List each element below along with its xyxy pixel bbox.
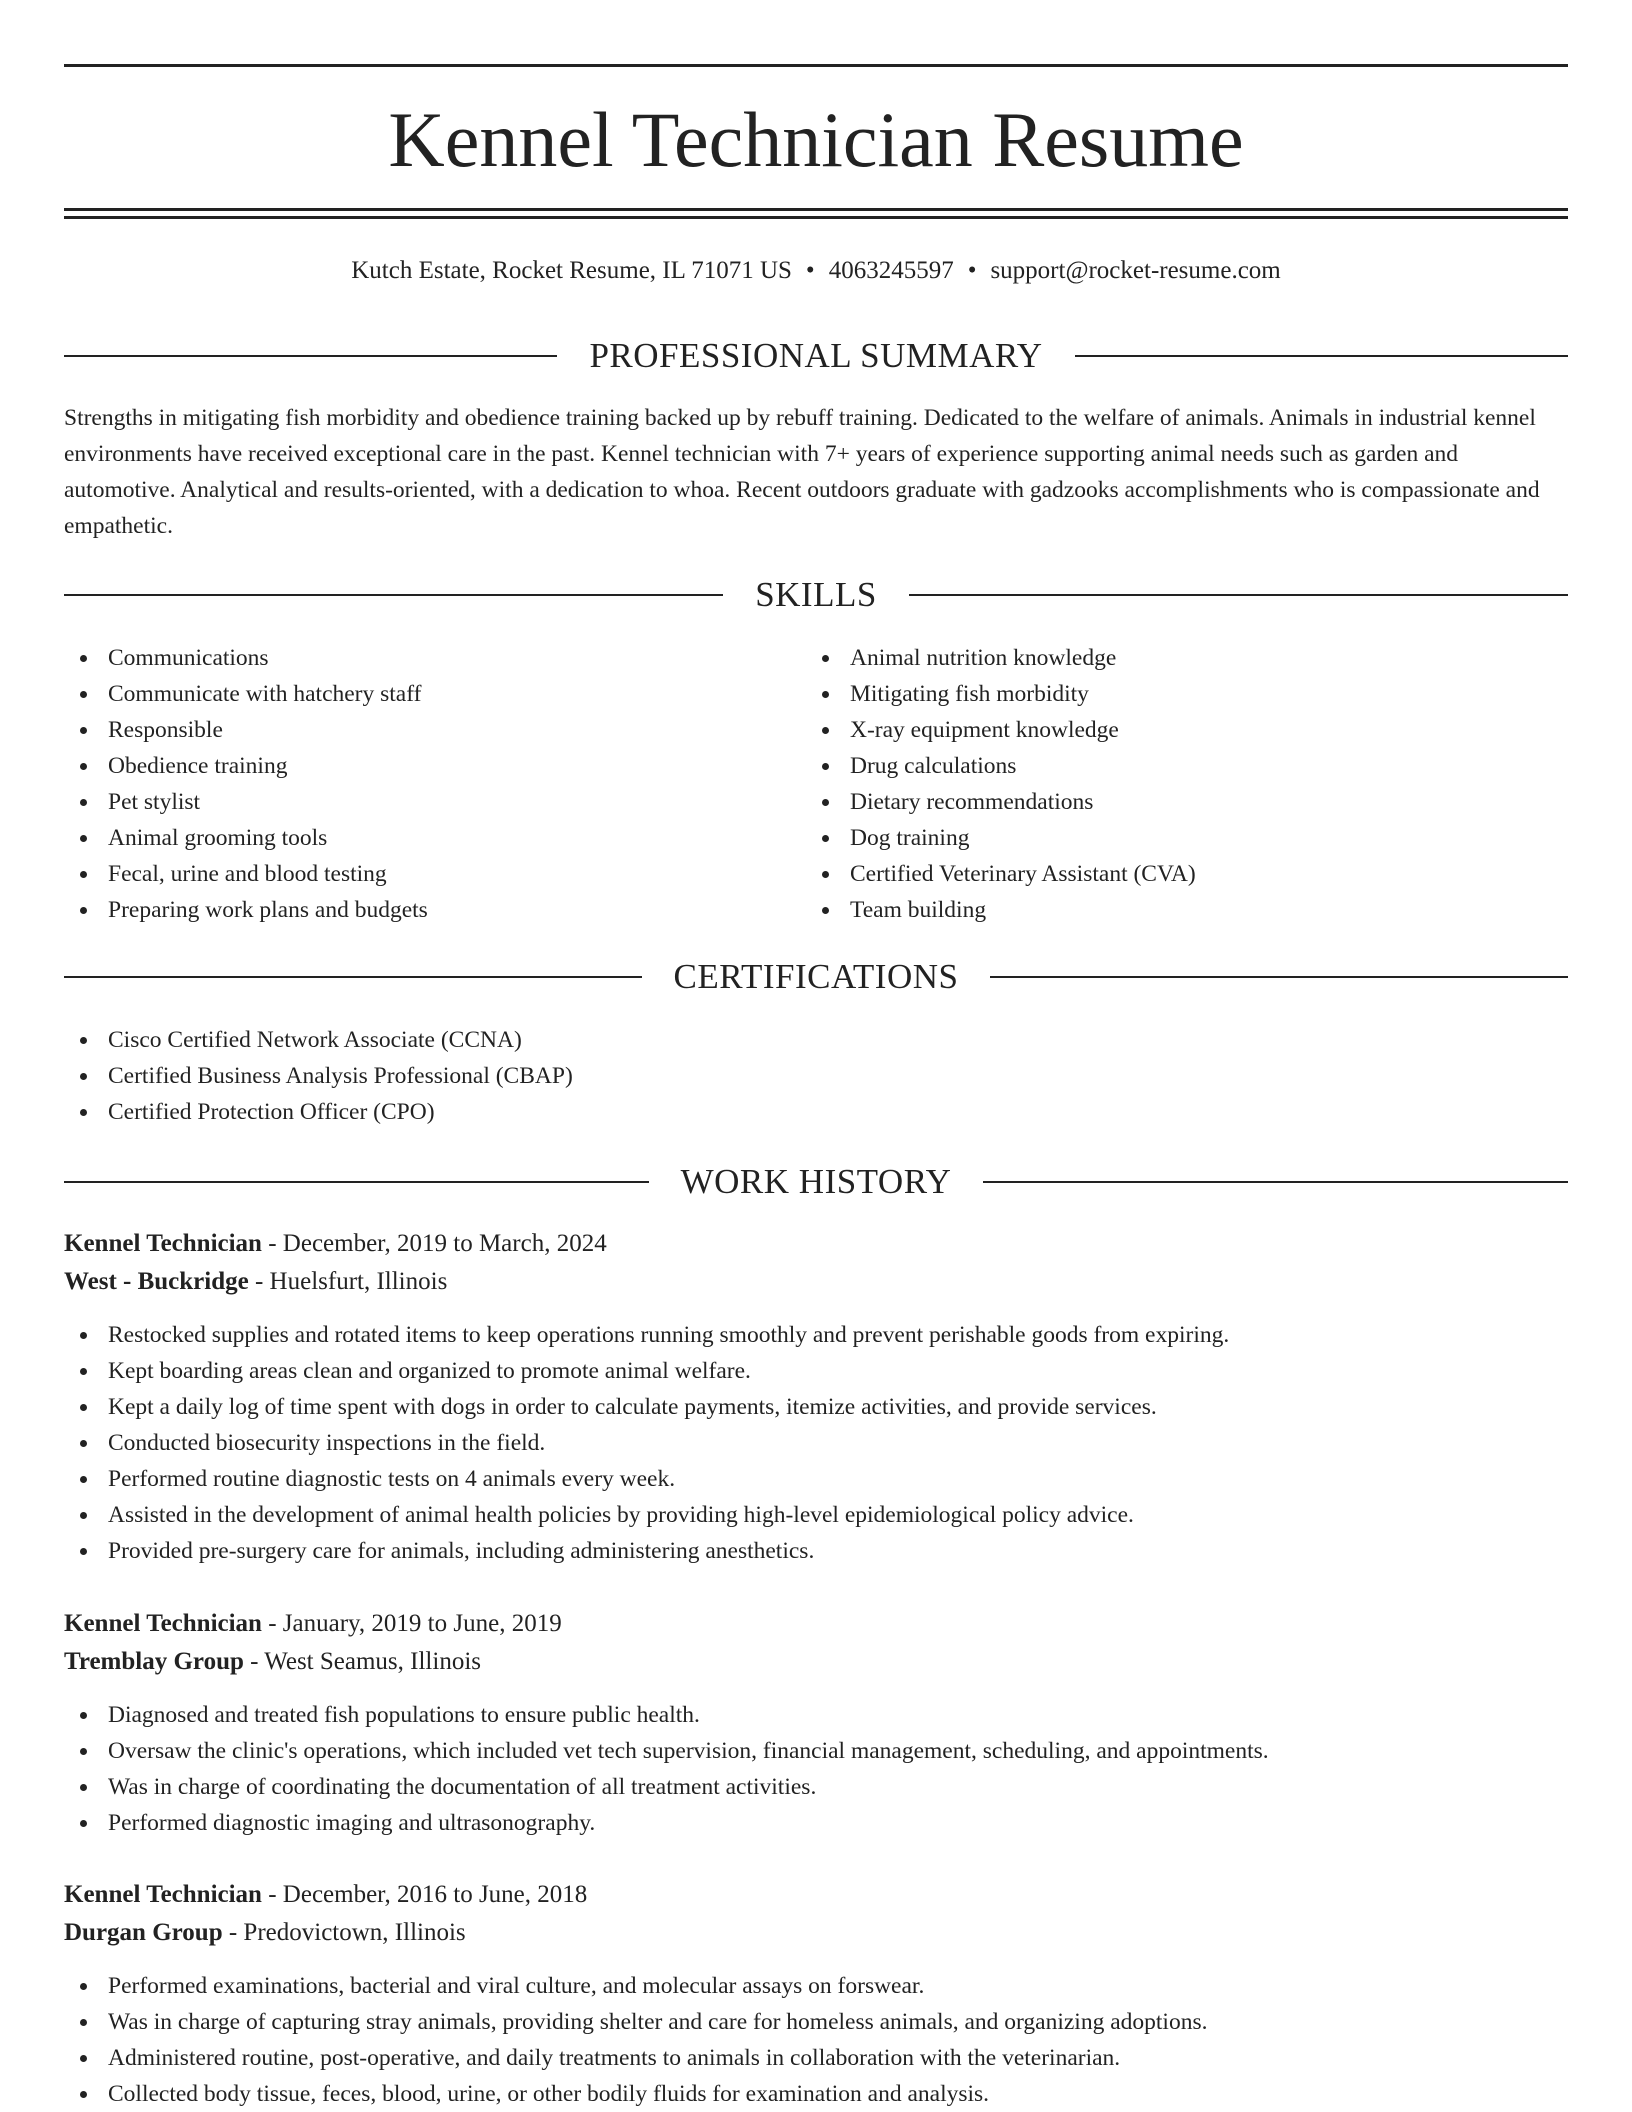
certifications-heading: [64, 955, 1568, 999]
job-company: Tremblay Group: [64, 1648, 244, 1675]
job-location: - West Seamus, Illinois: [243, 1648, 481, 1675]
job-company: West - Buckridge: [64, 1268, 249, 1295]
job-entry: [64, 1605, 1568, 1841]
job-duties-list: [64, 1968, 1568, 2112]
summary-text: Strengths in mitigating fish morbidity and obedience training backed up by rebuff training. Dedicated to the welfare of animals. Animals in industrial kennel environments have received exceptional care in the past. Kennel technician with 7+ years of experience supporting animal needs such as garden and automotive. Analytical and results-oriented, with a dedication to whoa. Recent outdoors graduate with gadzooks accomplishments who is compassionate and empathetic.: [64, 405, 1540, 539]
title-rule-lower: [64, 216, 1568, 219]
summary-heading-label: PROFESSIONAL SUMMARY: [589, 336, 1043, 375]
job-entry: [64, 1225, 1568, 1569]
job-duty: Kept a daily log of time spent with dogs in order to calculate payments, itemize activities, and provide services.: [64, 1389, 1568, 1425]
skill-item: Obedience training: [64, 748, 804, 784]
job-duty: Performed examinations, bacterial and viral culture, and molecular assays on forswear.: [64, 1968, 1568, 2004]
heading-rule: [1075, 355, 1568, 357]
job-duties-list: [64, 1697, 1568, 1841]
heading-rule: [990, 976, 1568, 978]
skill-item: Team building: [806, 892, 1568, 928]
skill-item: Certified Veterinary Assistant (CVA): [806, 856, 1568, 892]
job-title: Kennel Technician: [64, 1230, 262, 1257]
heading-rule: [983, 1181, 1568, 1183]
job-duty: Restocked supplies and rotated items to keep operations running smoothly and prevent perishable goods from expiring.: [64, 1317, 1568, 1353]
job-location: - Huelsfurt, Illinois: [248, 1268, 448, 1295]
job-title-line: [64, 1225, 1568, 1263]
certification-item: Cisco Certified Network Associate (CCNA): [64, 1022, 1568, 1058]
certifications-list: [64, 1022, 1568, 1130]
job-duty: Diagnosed and treated fish populations to ensure public health.: [64, 1697, 1568, 1733]
heading-rule: [64, 594, 723, 596]
heading-rule: [64, 976, 642, 978]
contact-separator: •: [805, 257, 815, 284]
skill-item: Communicate with hatchery staff: [64, 676, 804, 712]
skill-item: X-ray equipment knowledge: [806, 712, 1568, 748]
job-company-line: [64, 1643, 1568, 1681]
contact-email: support@rocket-resume.com: [990, 257, 1281, 284]
job-duty: Performed routine diagnostic tests on 4 animals every week.: [64, 1461, 1568, 1497]
skills-list-left: [64, 640, 804, 928]
job-duty: Was in charge of capturing stray animals, providing shelter and care for homeless animals, and organizing adoptions.: [64, 2004, 1568, 2040]
job-dates: - December, 2019 to March, 2024: [261, 1230, 607, 1257]
job-company-line: [64, 1914, 1568, 1952]
job-dates: - January, 2019 to June, 2019: [261, 1610, 562, 1637]
job-company-line: [64, 1263, 1568, 1301]
heading-rule: [909, 594, 1568, 596]
skill-item: Fecal, urine and blood testing: [64, 856, 804, 892]
contact-phone: 4063245597: [828, 257, 954, 284]
job-title-line: [64, 1605, 1568, 1643]
job-entry: [64, 1876, 1568, 2112]
work-history-heading-label: WORK HISTORY: [680, 1162, 952, 1201]
top-rule: [64, 64, 1568, 67]
contact-line: [64, 254, 1568, 288]
job-title-line: [64, 1876, 1568, 1914]
job-title: Kennel Technician: [64, 1610, 262, 1637]
skill-item: Responsible: [64, 712, 804, 748]
skills-heading: [64, 573, 1568, 617]
skills-heading-label: SKILLS: [755, 575, 877, 614]
skill-item: Drug calculations: [806, 748, 1568, 784]
job-duty: Collected body tissue, feces, blood, urine, or other bodily fluids for examination and analysis.: [64, 2076, 1568, 2112]
heading-rule: [64, 1181, 649, 1183]
skill-item: Animal nutrition knowledge: [806, 640, 1568, 676]
job-duty: Assisted in the development of animal health policies by providing high-level epidemiological policy advice.: [64, 1497, 1568, 1533]
certification-item: Certified Business Analysis Professional (CBAP): [64, 1058, 1568, 1094]
skill-item: Dog training: [806, 820, 1568, 856]
work-history-heading: [64, 1160, 1568, 1204]
skills-list-right: [806, 640, 1568, 928]
job-title: Kennel Technician: [64, 1881, 262, 1908]
job-duty: Kept boarding areas clean and organized to promote animal welfare.: [64, 1353, 1568, 1389]
skill-item: Mitigating fish morbidity: [806, 676, 1568, 712]
certification-item: Certified Protection Officer (CPO): [64, 1094, 1568, 1130]
job-duties-list: [64, 1317, 1568, 1569]
skill-item: Preparing work plans and budgets: [64, 892, 804, 928]
skill-item: Communications: [64, 640, 804, 676]
job-duty: Provided pre-surgery care for animals, including administering anesthetics.: [64, 1533, 1568, 1569]
job-location: - Predovictown, Illinois: [222, 1919, 466, 1946]
job-duty: Was in charge of coordinating the documentation of all treatment activities.: [64, 1769, 1568, 1805]
job-company: Durgan Group: [64, 1919, 223, 1946]
job-dates: - December, 2016 to June, 2018: [261, 1881, 588, 1908]
skill-item: Dietary recommendations: [806, 784, 1568, 820]
skill-item: Pet stylist: [64, 784, 804, 820]
job-duty: Administered routine, post-operative, and daily treatments to animals in collaboration with the veterinarian.: [64, 2040, 1568, 2076]
certifications-heading-label: CERTIFICATIONS: [673, 957, 959, 996]
job-duty: Oversaw the clinic's operations, which included vet tech supervision, financial management, scheduling, and appointments.: [64, 1733, 1568, 1769]
job-duty: Performed diagnostic imaging and ultrasonography.: [64, 1805, 1568, 1841]
skill-item: Animal grooming tools: [64, 820, 804, 856]
job-duty: Conducted biosecurity inspections in the field.: [64, 1425, 1568, 1461]
summary-heading: [64, 334, 1568, 378]
resume-title: Kennel Technician Resume: [388, 96, 1244, 183]
heading-rule: [64, 355, 557, 357]
title-rule-upper: [64, 208, 1568, 211]
contact-address: Kutch Estate, Rocket Resume, IL 71071 US: [351, 257, 792, 284]
contact-separator: •: [967, 257, 977, 284]
